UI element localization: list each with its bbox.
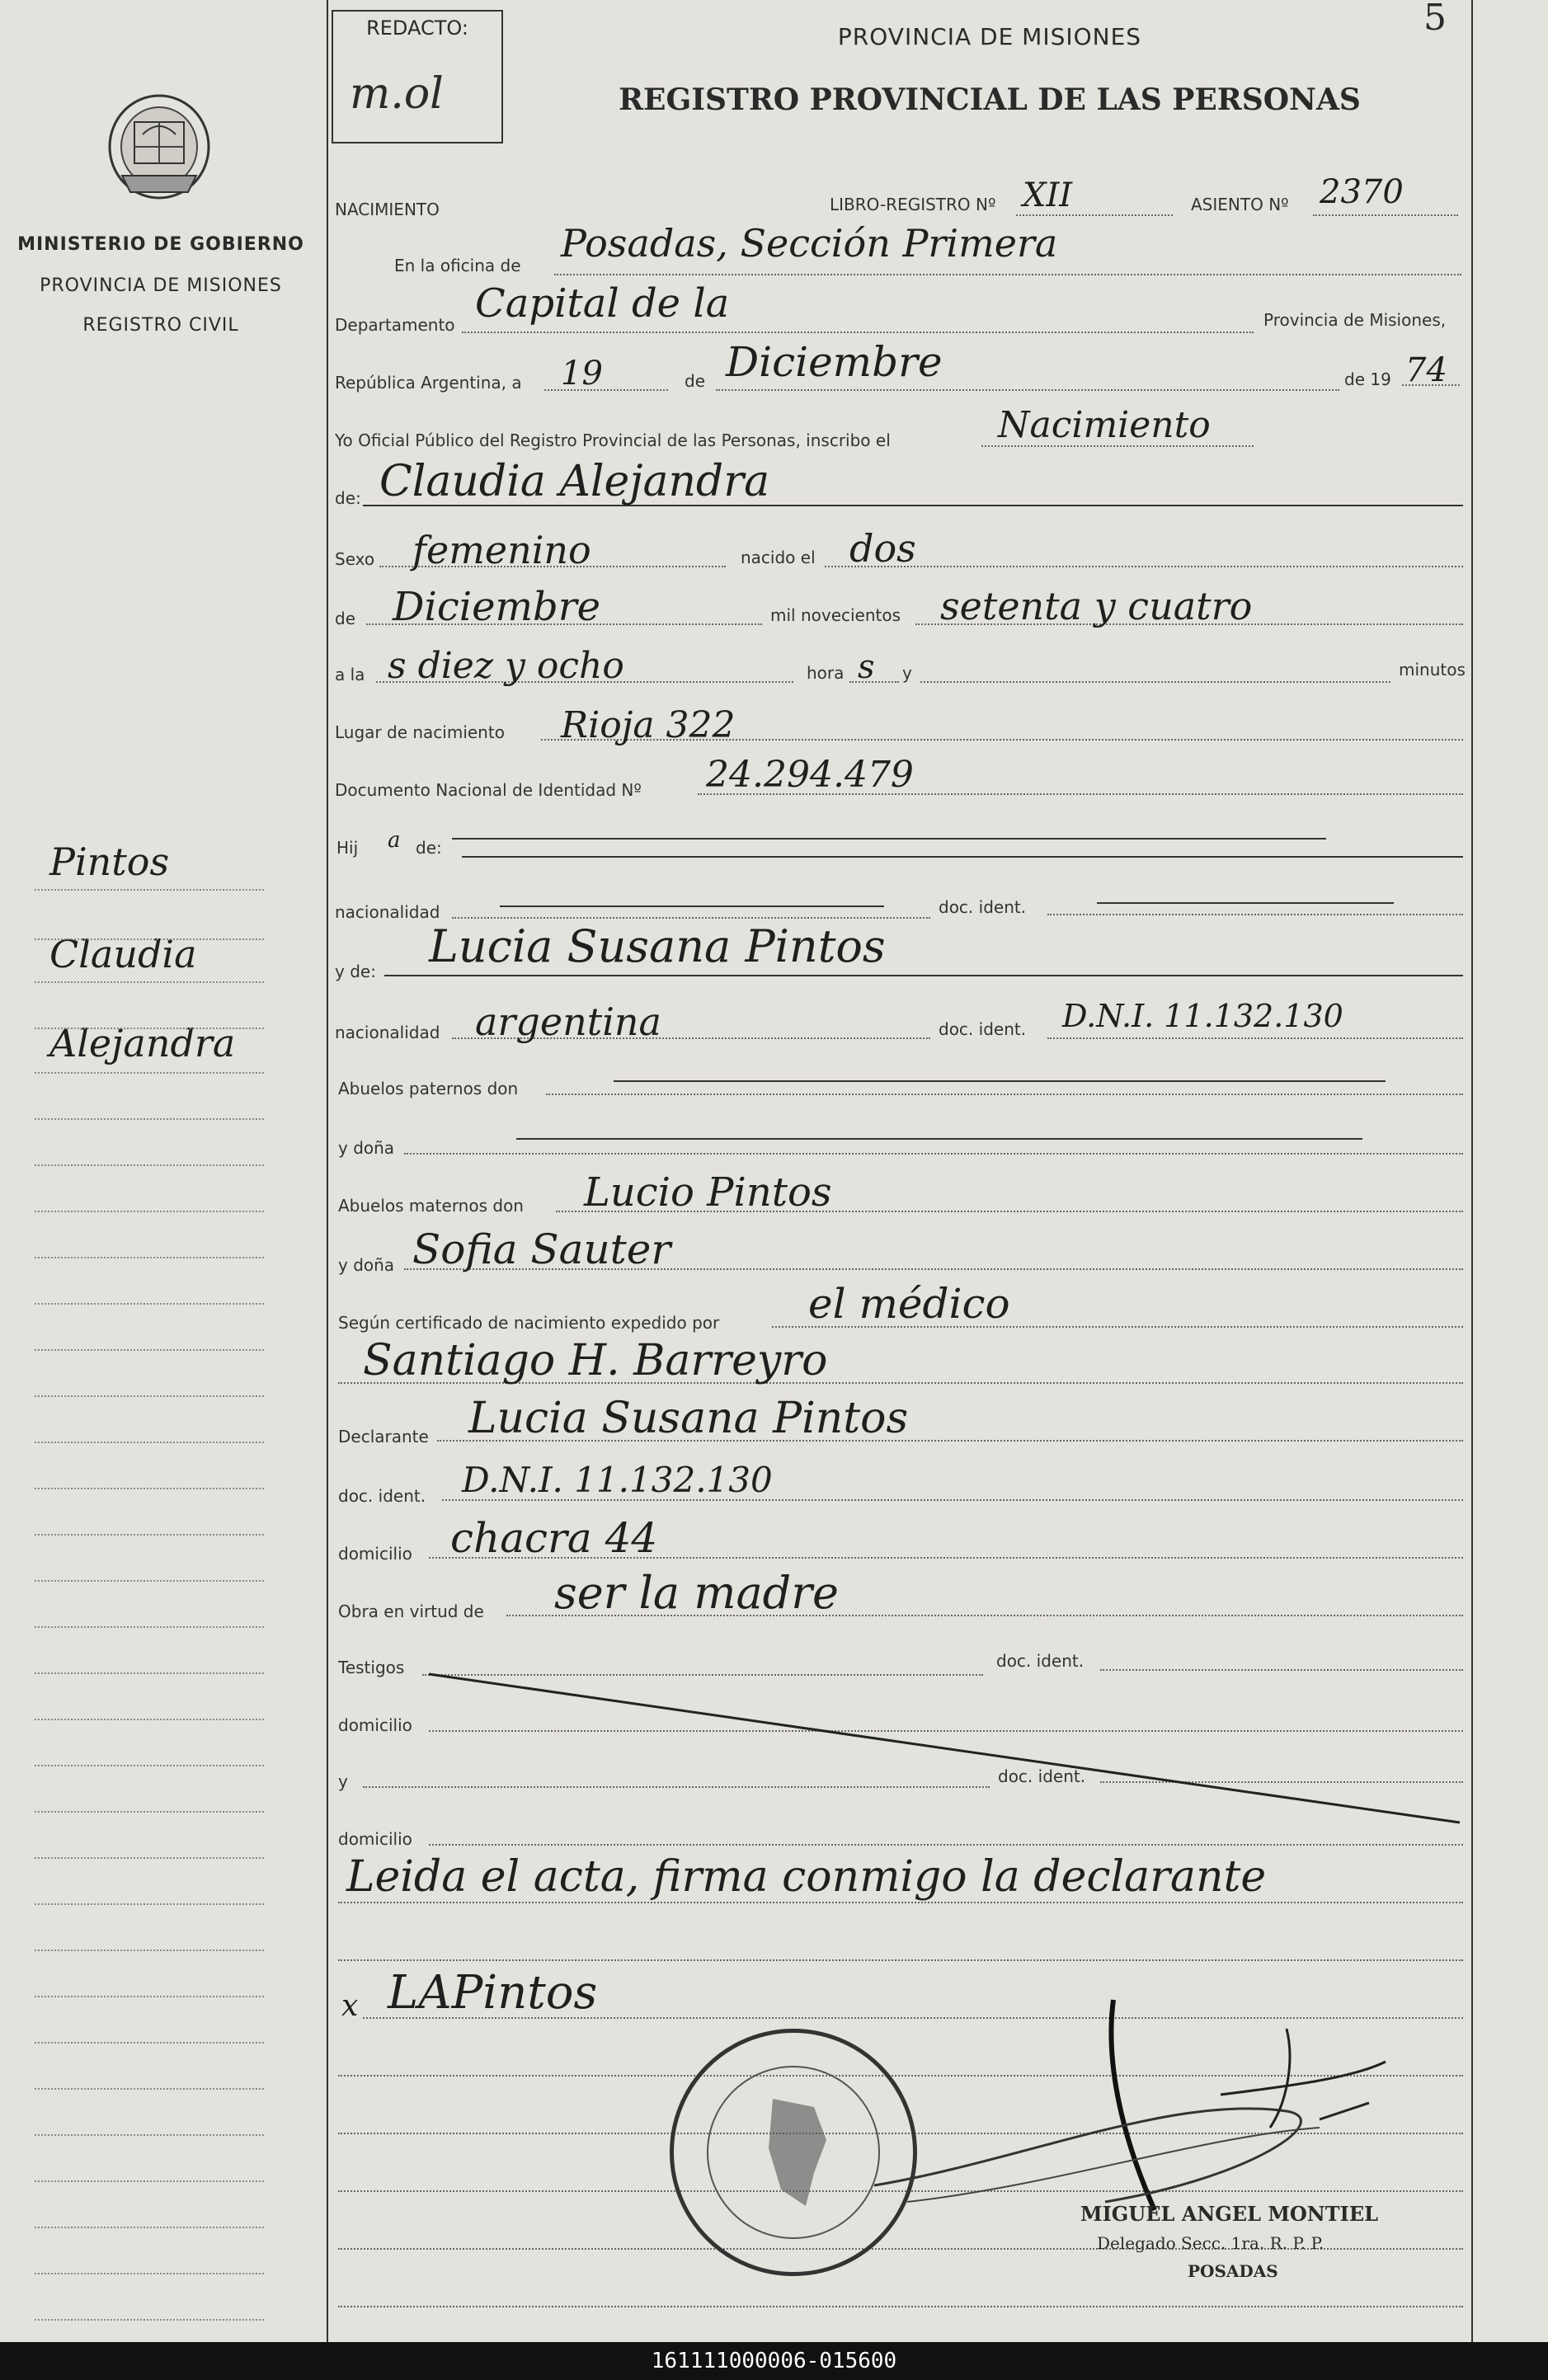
oficial-value: Nacimiento (998, 404, 1211, 446)
side-first-name: Claudia (49, 932, 197, 976)
provincia-label: Provincia de Misiones, (1263, 310, 1447, 330)
province-label: PROVINCIA DE MISIONES (40, 275, 282, 296)
nacionalidad2-label: nacionalidad (335, 1023, 440, 1042)
sexo-value: femenino (412, 528, 591, 572)
nacionalidad2-value: argentina (475, 1000, 661, 1044)
horas-value: s (858, 648, 875, 686)
hij-suffix: a (388, 828, 401, 853)
redacto-value: m.ol (350, 69, 444, 119)
madre-value: Lucia Susana Pintos (429, 920, 886, 972)
dni-label: Documento Nacional de Identidad Nº (335, 780, 642, 800)
provincial-seal-icon (97, 89, 221, 205)
document-code-footer: 161111000006-015600 (0, 2342, 1548, 2380)
doc4-label: doc. ident. (998, 1766, 1086, 1786)
anio-value: 74 (1405, 351, 1447, 389)
declarante-value: Lucia Susana Pintos (468, 1394, 909, 1443)
nacido-label: nacido el (741, 548, 816, 567)
libro-label: LIBRO-REGISTRO Nº (830, 195, 996, 214)
official-signature (858, 1996, 1452, 2235)
oficial-label: Yo Oficial Público del Registro Provincial de las Personas, inscribo el (335, 430, 891, 450)
nacido-value: dos (849, 526, 916, 571)
y-label: y (902, 663, 912, 683)
ala-label: a la (335, 665, 365, 684)
departamento-value: Capital de la (475, 280, 730, 327)
abuelos-mat-label: Abuelos maternos don (338, 1196, 524, 1216)
closing-value: Leida el acta, firma conmigo la declarante (346, 1852, 1267, 1902)
horas-label: hora (807, 663, 845, 683)
mes-value: Diciembre (726, 338, 943, 386)
nacimiento-label: NACIMIENTO (335, 200, 440, 219)
abuela-mat-value: Sofia Sauter (412, 1225, 671, 1273)
ydona2-label: y doña (338, 1255, 395, 1275)
sidebar (0, 0, 322, 2342)
republica-label: República Argentina, a (335, 373, 522, 393)
ydona1-label: y doña (338, 1138, 395, 1158)
header-province: PROVINCIA DE MISIONES (837, 23, 1142, 50)
certificado-value: el médico (808, 1280, 1010, 1328)
domicilio2-label: domicilio (338, 1715, 412, 1735)
asiento-value: 2370 (1320, 173, 1404, 211)
yde-label: y de: (335, 962, 376, 981)
sexo-label: Sexo (335, 549, 375, 569)
obra-label: Obra en virtud de (338, 1602, 484, 1621)
asiento-label: ASIENTO Nº (1191, 195, 1289, 214)
side-second-name: Alejandra (49, 1021, 236, 1065)
doc2-label: doc. ident. (939, 1019, 1027, 1039)
medico-value: Santiago H. Barreyro (363, 1336, 828, 1385)
lugar-label: Lugar de nacimiento (335, 722, 505, 742)
mes-nac-value: Diciembre (393, 584, 601, 630)
declarante-label: Declarante (338, 1427, 429, 1446)
docdecl-value: D.N.I. 11.132.130 (462, 1460, 773, 1500)
certificado-label: Según certificado de nacimiento expedido por (338, 1313, 720, 1333)
dia-value: 19 (561, 355, 603, 393)
de-name-label: de: (335, 488, 361, 508)
redacto-label: REDACTO: (366, 16, 468, 40)
official-name: MIGUEL ANGEL MONTIEL (1080, 2202, 1378, 2226)
de2-label: de (335, 609, 355, 628)
doc3-label: doc. ident. (996, 1651, 1085, 1671)
domicilio-label: domicilio (338, 1544, 412, 1564)
province-map-icon (756, 2091, 839, 2214)
y2-label: y (338, 1771, 348, 1791)
departamento-label: Departamento (335, 315, 455, 335)
de-label: de (685, 371, 705, 391)
signature-value: LAPintos (388, 1966, 598, 2020)
abuelo-mat-value: Lucio Pintos (584, 1169, 832, 1216)
redacto-box (332, 10, 503, 143)
oficina-label: En la oficina de (394, 256, 521, 275)
mil-label: mil novecientos (770, 605, 901, 625)
signature-mark: x (341, 1989, 359, 2023)
official-place: POSADAS (1188, 2261, 1278, 2281)
witness-strike-line (412, 1666, 1468, 1831)
domicilio-value: chacra 44 (450, 1514, 658, 1562)
abuelos-pat-label: Abuelos paternos don (338, 1079, 519, 1098)
page-number: 5 (1423, 0, 1447, 39)
testigos-label: Testigos (338, 1658, 405, 1677)
doc1-label: doc. ident. (939, 897, 1027, 917)
header-registry: REGISTRO PROVINCIAL DE LAS PERSONAS (619, 82, 1361, 117)
nombre-value: Claudia Alejandra (379, 457, 770, 506)
official-role: Delegado Secc. 1ra. R. P. P. (1097, 2233, 1325, 2253)
nacionalidad1-label: nacionalidad (335, 902, 440, 922)
hij-de-label: de: (416, 838, 442, 858)
docdecl-label: doc. ident. (338, 1486, 426, 1506)
hij-label: Hij (336, 838, 359, 858)
side-surname: Pintos (49, 840, 170, 884)
ministry-label: MINISTERIO DE GOBIERNO (17, 234, 304, 255)
libro-value: XII (1023, 176, 1073, 214)
lugar-value: Rioja 322 (561, 704, 736, 746)
doc2-value: D.N.I. 11.132.130 (1062, 998, 1343, 1034)
mil-value: setenta y cuatro (940, 584, 1253, 628)
hora-value: s diez y ocho (388, 645, 624, 687)
obra-value: ser la madre (554, 1567, 840, 1619)
civil-registry-label: REGISTRO CIVIL (82, 315, 239, 336)
minutos-label: minutos (1399, 660, 1466, 680)
oficina-value: Posadas, Sección Primera (561, 221, 1058, 266)
domicilio3-label: domicilio (338, 1829, 412, 1849)
de19-label: de 19 (1344, 369, 1391, 389)
dni-value: 24.294.479 (706, 754, 914, 796)
